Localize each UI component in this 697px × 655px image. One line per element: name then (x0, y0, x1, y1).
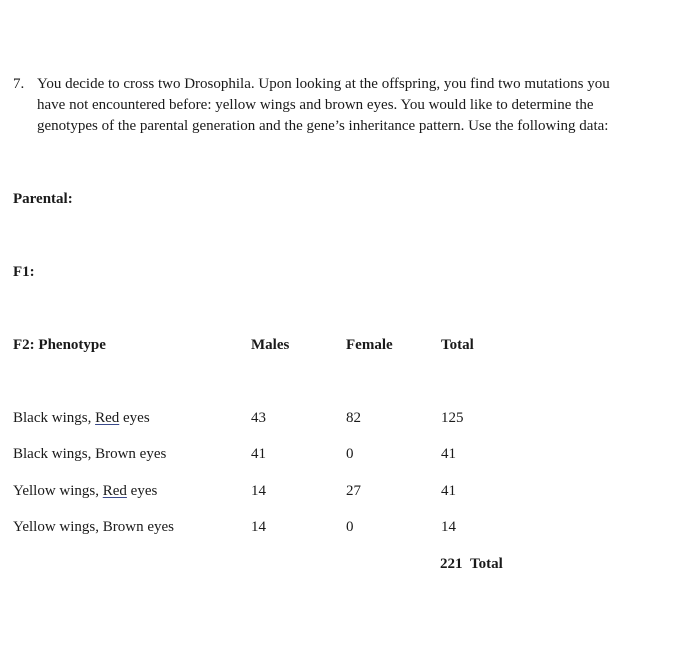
phenotype-eyes-suffix: eyes (143, 519, 174, 535)
phenotype-wings: Yellow wings, (13, 519, 103, 535)
header-total: Total (441, 337, 474, 353)
header-males: Males (251, 337, 290, 353)
phenotype-eyes: Red (102, 483, 127, 499)
header-female: Female (346, 337, 393, 353)
question-7 (13, 74, 633, 137)
phenotype-eyes-suffix: eyes (119, 410, 150, 426)
parental-heading: Parental: (13, 191, 73, 207)
phenotype-eyes: Brown (102, 519, 144, 535)
row-female: 82 (346, 410, 361, 426)
row-phenotype (13, 519, 174, 536)
grand-total-value: 221 (440, 556, 463, 572)
f1-heading: F1: (13, 264, 35, 280)
phenotype-eyes: Brown (95, 446, 136, 462)
row-female: 27 (346, 483, 361, 499)
row-phenotype (13, 410, 150, 427)
row-female: 0 (346, 446, 354, 462)
row-males: 43 (251, 410, 266, 426)
row-phenotype (13, 446, 166, 463)
grand-total (440, 556, 503, 573)
row-total: 125 (441, 410, 464, 426)
phenotype-eyes-suffix: eyes (126, 483, 158, 499)
phenotype-wings: Black wings, (13, 410, 96, 426)
question-number: 7. (13, 76, 25, 92)
row-males: 41 (251, 446, 266, 462)
row-phenotype (13, 483, 157, 500)
phenotype-eyes: Red (95, 410, 120, 426)
question-text: You decide to cross two Drosophila. Upon looking at the offspring, you find two mutations you have not encountered before: yellow wings and brown eyes. You would like to determine the genotypes of the parental generation and the gene’s inheritance pattern. Use the following data: (37, 76, 610, 134)
row-males: 14 (251, 483, 266, 499)
row-total: 41 (441, 446, 456, 462)
phenotype-wings: Black wings, (13, 446, 96, 462)
row-males: 14 (251, 519, 266, 535)
grand-total-label: Total (470, 556, 503, 572)
header-phenotype: F2: Phenotype (13, 337, 106, 353)
row-female: 0 (346, 519, 354, 535)
row-total: 14 (441, 519, 456, 535)
phenotype-eyes-suffix: eyes (135, 446, 167, 462)
row-total: 41 (441, 483, 456, 499)
phenotype-wings: Yellow wings, (13, 483, 103, 499)
